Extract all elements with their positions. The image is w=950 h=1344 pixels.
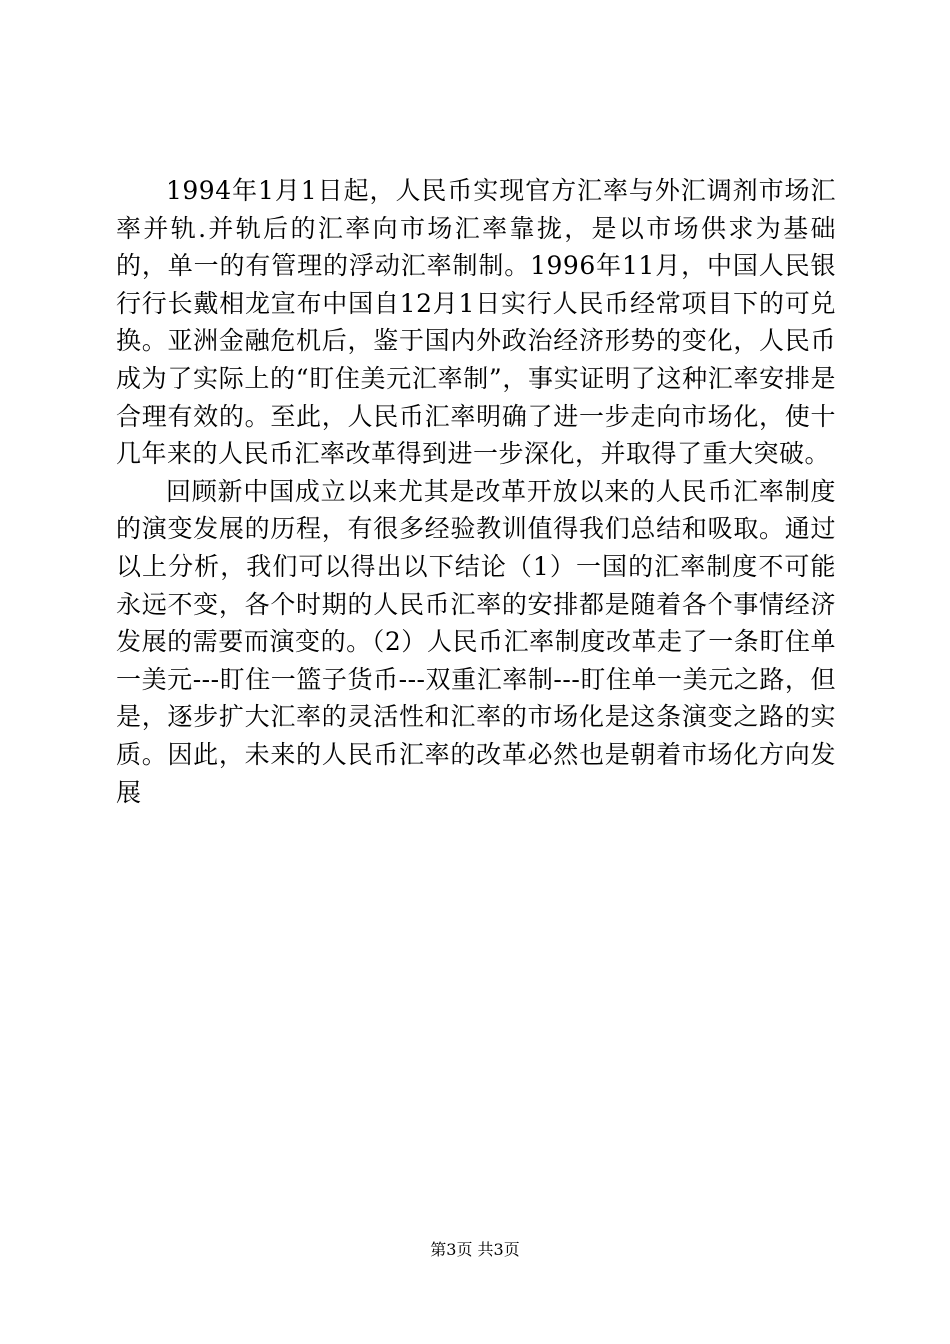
page-number-footer: 第3页 共3页	[430, 1240, 520, 1259]
paragraph-1: 1994年1月1日起，人民币实现官方汇率与外汇调剂市场汇率并轨.并轨后的汇率向市场汇率靠拢，是以市场供求为基础的，单一的有管理的浮动汇率制制。1996年11月，中国人民银行行长戴相龙宣布中国自12月1日实行人民币经常项目下的可兑换。亚洲金融危机后，鉴于国内外政治经济形势的变化，人民币成为了实际上的“盯住美元汇率制”，事实证明了这种汇率安排是合理有效的。至此，人民币汇率明确了进一步走向市场化，使十几年来的人民币汇率改革得到进一步深化，并取得了重大突破。	[116, 176, 836, 469]
document-body	[116, 172, 836, 811]
paragraph-2: 回顾新中国成立以来尤其是改革开放以来的人民币汇率制度的演变发展的历程，有很多经验教训值得我们总结和吸取。通过以上分析，我们可以得出以下结论（1）一国的汇率制度不可能永远不变，各个时期的人民币汇率的安排都是随着各个事情经济发展的需要而演变的。（2）人民币汇率制度改革走了一条盯住单一美元---盯住一篮子货币---双重汇率制---盯住单一美元之路，但是，逐步扩大汇率的灵活性和汇率的市场化是这条演变之路的实质。因此，未来的人民币汇率的改革必然也是朝着市场化方向发展	[116, 476, 836, 807]
